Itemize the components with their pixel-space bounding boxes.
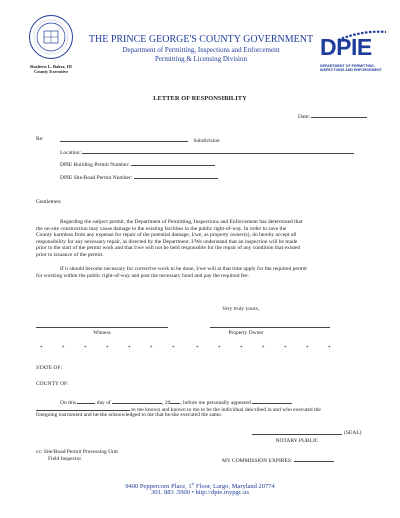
paragraph-line: If it should become necessary for corrective work to be done, I/we will at that time apply for the required permit — [60, 266, 307, 272]
dpie-logo-subtitle-2: INSPECTIONS AND ENFORCEMENT — [320, 68, 382, 72]
separator-star: * — [172, 346, 175, 351]
county-executive-title: County Executive — [33, 69, 69, 74]
building-permit-field[interactable] — [131, 160, 215, 166]
separator-star: * — [306, 346, 309, 351]
department-name: Department of Permitting, Inspections and Enforcement — [122, 46, 280, 54]
corrective-work-paragraph — [36, 266, 380, 279]
road-permit-field[interactable] — [134, 173, 218, 179]
separator-star: * — [262, 346, 265, 351]
notary-text: day of — [96, 400, 111, 406]
commission-label: MY COMMISSION EXPIRES: — [222, 458, 293, 464]
separator-star: * — [240, 346, 243, 351]
month-field[interactable] — [112, 398, 162, 404]
dpie-logo — [318, 28, 388, 80]
salutation: Gentlemen: — [36, 199, 62, 205]
paragraph-line: Regarding the subject permit, the Department of Permitting, Inspections and Enforcement has determined that — [60, 219, 303, 225]
notary-signature-line[interactable] — [252, 434, 342, 435]
separator-star: * — [196, 346, 199, 351]
year-field[interactable] — [170, 398, 180, 404]
footer-contact: 301. 883 .5900 • http://dpie.mypgc.us — [151, 489, 249, 496]
paragraph-line: prior to issuance of the permit. — [36, 251, 104, 258]
paragraph-line: County harmless from any expense for repair of the potential damage, I/we, as property owner(s), do hereby accept all — [36, 232, 297, 238]
paragraph-line: prior to the start of the permit work and that I/we will not be held responsible for the repair of any condition that existed — [36, 245, 301, 251]
cc-recipient: Field Inspector — [48, 456, 82, 462]
date-field[interactable] — [311, 112, 367, 118]
road-permit-row — [60, 173, 218, 181]
separator-star: * — [62, 346, 65, 351]
commission-expiry-field[interactable] — [294, 456, 334, 462]
responsibility-paragraph — [36, 219, 380, 258]
division-name: Permitting & Licensing Division — [155, 55, 247, 63]
road-permit-label: DPIE Site/Road Permit Number: — [60, 175, 133, 181]
witness-signature-line[interactable] — [36, 327, 168, 328]
address-text: Floor, Largo, Maryland 20774 — [194, 483, 275, 491]
seal-label: (SEAL) — [344, 430, 362, 436]
paragraph-line: responsibility for any necessary repair, as directed by the Department. I/We understand that an inspection will be made — [36, 238, 298, 245]
separator-star: * — [128, 346, 131, 351]
address-superscript: st — [191, 481, 195, 486]
separator-star: * — [328, 346, 331, 351]
cc-label: cc: Site/Road Permit Processing Unit — [36, 449, 118, 455]
separator-star: * — [84, 346, 87, 351]
notary-text: On this — [60, 400, 77, 406]
notary-line-3: foregoing instrument and he/she acknowledged to me that he/she executed the same. — [36, 412, 223, 418]
county-label: COUNTY OF: — [36, 381, 69, 387]
subdivision-row — [60, 136, 220, 144]
day-field[interactable] — [77, 398, 95, 404]
commission-row — [222, 456, 334, 464]
dpie-logo-text: DPIE — [320, 34, 372, 60]
separator-star: * — [284, 346, 287, 351]
location-row — [60, 148, 354, 156]
address-text: 9400 Peppercorn Place, 1 — [125, 483, 192, 491]
county-executive-name: Rushern L. Baker, III — [30, 64, 72, 69]
owner-label: Property Owner — [228, 330, 264, 336]
county-seal — [28, 14, 74, 60]
building-permit-row — [60, 160, 215, 168]
location-field[interactable] — [82, 148, 354, 154]
location-label: Location: — [60, 150, 82, 156]
separator-stars — [0, 346, 400, 354]
witness-label: Witness — [93, 330, 111, 336]
building-permit-label: DPIE Building Permit Number: — [60, 162, 130, 168]
separator-star: * — [106, 346, 109, 351]
re-label: Re: — [36, 136, 44, 142]
closing: Very truly yours, — [222, 306, 260, 312]
subdivision-label: Subdivision — [193, 138, 220, 144]
paragraph-line: for working within the public right-of-way and post the necessary bond and pay the required fee. — [36, 272, 249, 279]
separator-star: * — [150, 346, 153, 351]
state-label: STATE OF: — [36, 365, 62, 371]
individual-name-field[interactable] — [36, 405, 130, 411]
separator-star: * — [218, 346, 221, 351]
date-label: Date: — [298, 114, 310, 120]
subdivision-field[interactable] — [60, 136, 188, 142]
separator-star: * — [40, 346, 43, 351]
owner-signature-line[interactable] — [210, 327, 330, 328]
letter-title: LETTER OF RESPONSIBILITY — [153, 95, 247, 102]
notary-text: to me known and known to me to be the individual described in and who executed the — [131, 407, 321, 413]
paragraph-line: the on-site construction may cause damage to the existing facilities in the public right-of-way. In order to save the — [36, 225, 287, 232]
dpie-logo-subtitle-1: DEPARTMENT OF PERMITTING, — [320, 64, 375, 68]
date-row — [298, 112, 367, 120]
notary-text: , 20 — [162, 400, 171, 406]
appeared-name-field[interactable] — [252, 398, 292, 404]
notary-text: , before me personally appeared — [180, 400, 251, 406]
government-title: THE PRINCE GEORGE'S COUNTY GOVERNMENT — [88, 34, 314, 45]
notary-public-label: NOTARY PUBLIC — [275, 438, 319, 444]
